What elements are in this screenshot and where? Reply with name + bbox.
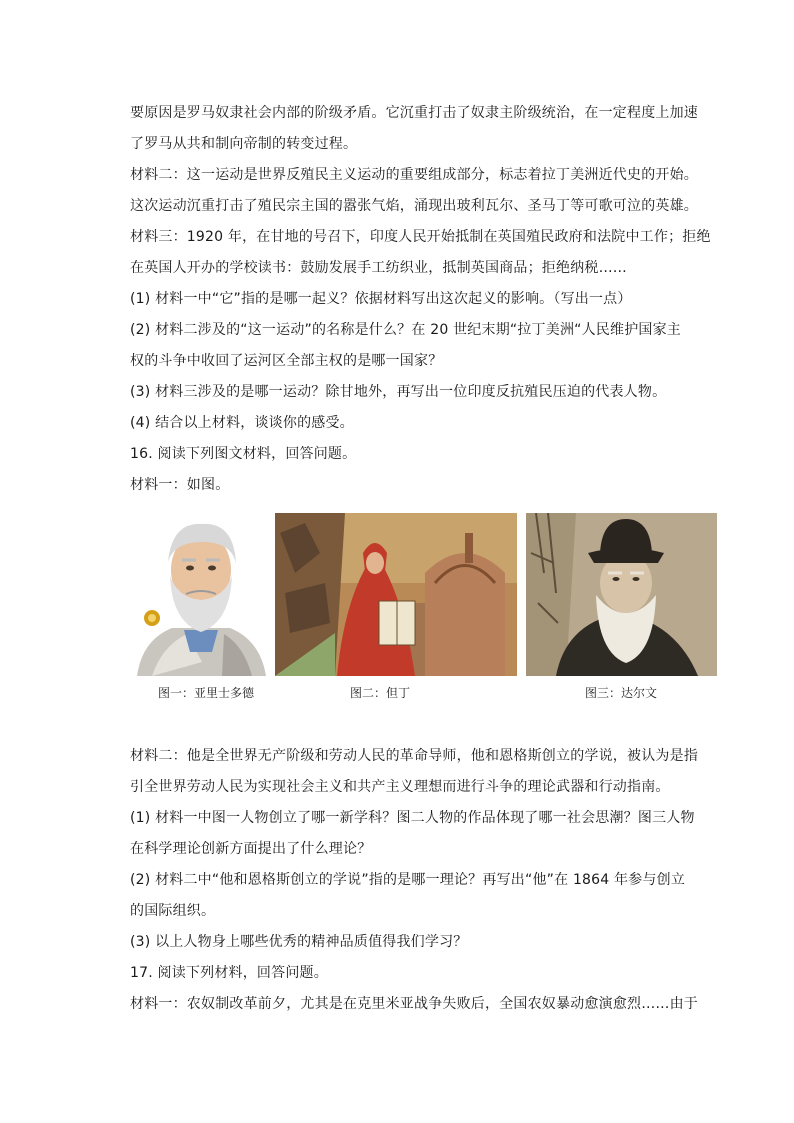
question-line: 的国际组织。: [130, 903, 216, 919]
question-line: (2) 材料二中“他和恩格斯创立的学说”指的是哪一理论？再写出“他”在 1864 年参与创立: [130, 872, 686, 888]
question-line: (1) 材料一中“它”指的是哪一起义？依据材料写出这次起义的影响。（写出一点）: [130, 291, 632, 307]
text-line: 材料一：农奴制改革前夕，尤其是在克里米亚战争失败后，全国农奴暴动愈演愈烈……由于: [130, 996, 698, 1012]
text-line: 材料三：1920 年，在甘地的号召下，印度人民开始抵制在英国殖民政府和法院中工作；拒绝: [130, 229, 711, 245]
question-line: 在科学理论创新方面提出了什么理论？: [130, 841, 372, 857]
darwin-photo-image: [526, 513, 717, 676]
question-line: (3) 以上人物身上哪些优秀的精神品质值得我们学习？: [130, 934, 468, 950]
question-line: 权的斗争中收回了运河区全部主权的是哪一国家？: [130, 353, 443, 369]
figure-caption-1: 图一：亚里士多德: [158, 686, 255, 700]
question-line: (2) 材料二涉及的“这一运动”的名称是什么？在 20 世纪末期“拉丁美洲“人民维护国家主: [130, 322, 682, 338]
text-line: 材料二：这一运动是世界反殖民主义运动的重要组成部分，标志着拉丁美洲近代史的开始。: [130, 167, 698, 183]
question-heading: 17. 阅读下列材料，回答问题。: [130, 965, 328, 981]
question-heading: 16. 阅读下列图文材料，回答问题。: [130, 446, 357, 462]
question-line: (3) 材料三涉及的是哪一运动？除甘地外，再写出一位印度反抗殖民压迫的代表人物。: [130, 384, 667, 400]
text-line: 在英国人开办的学校读书：鼓励发展手工纺织业，抵制英国商品；拒绝纳税……: [130, 260, 627, 276]
question-line: (4) 结合以上材料，谈谈你的感受。: [130, 415, 354, 431]
figure-caption-2: 图二：但丁: [350, 686, 411, 700]
text-line: 要原因是罗马奴隶社会内部的阶级矛盾。它沉重打击了奴隶主阶级统治，在一定程度上加速: [130, 105, 698, 121]
dante-painting-image: [275, 513, 517, 676]
aristotle-image: [132, 512, 270, 676]
text-line: 这次运动沉重打击了殖民宗主国的嚣张气焰，涌现出玻利瓦尔、圣马丁等可歌可泣的英雄。: [130, 198, 698, 214]
text-line: 引全世界劳动人民为实现社会主义和共产主义理想而进行斗争的理论武器和行动指南。: [130, 779, 670, 795]
text-line: 材料一：如图。: [130, 477, 230, 493]
text-line: 了罗马从共和制向帝制的转变过程。: [130, 136, 358, 152]
text-line: 材料二：他是全世界无产阶级和劳动人民的革命导师，他和恩格斯创立的学说，被认为是指: [130, 748, 698, 764]
question-line: (1) 材料一中图一人物创立了哪一新学科？图二人物的作品体现了哪一社会思潮？图三人物: [130, 810, 695, 826]
figure-caption-3: 图三：达尔文: [585, 686, 658, 700]
